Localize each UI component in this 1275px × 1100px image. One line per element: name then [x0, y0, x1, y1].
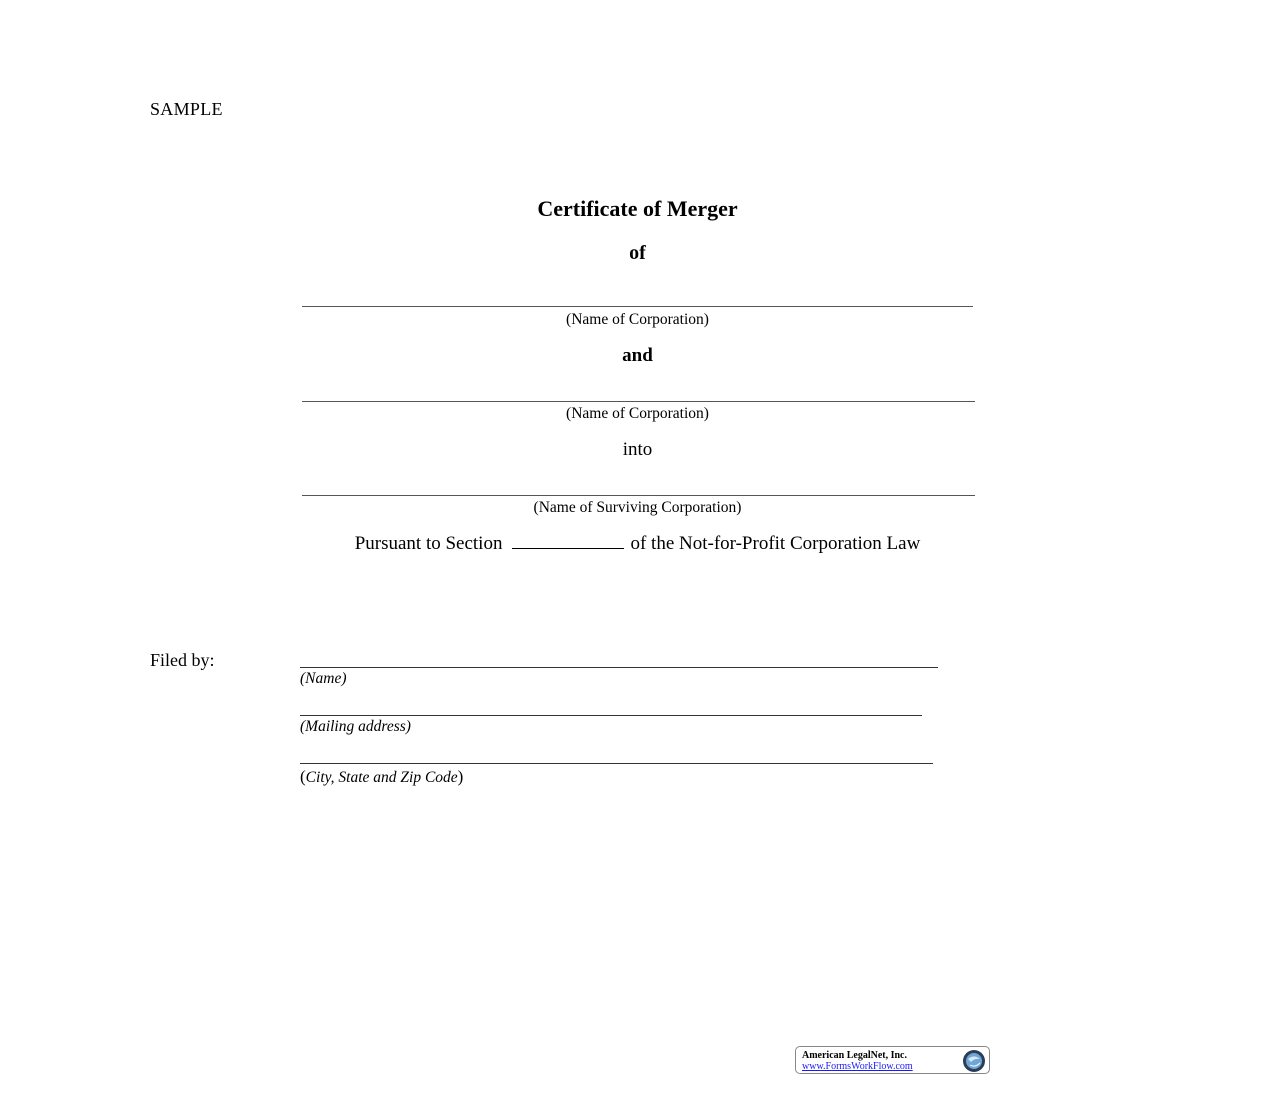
filed-by-city-line[interactable] [300, 763, 933, 764]
document-title: Certificate of Merger [537, 196, 738, 221]
pursuant-suffix: of the Not-for-Profit Corporation Law [630, 533, 921, 554]
pursuant-statement [0, 533, 1275, 555]
corporation-1-line[interactable] [302, 306, 973, 307]
corporation-1-caption: (Name of Corporation) [566, 311, 709, 328]
surviving-corporation-line[interactable] [302, 495, 975, 496]
company-name: American LegalNet, Inc. [802, 1050, 907, 1061]
pursuant-prefix: Pursuant to Section [354, 533, 503, 554]
filed-by-address-line[interactable] [300, 715, 922, 716]
into-label: into [622, 439, 653, 460]
filed-by-label: Filed by: [150, 650, 215, 670]
corporation-2-line[interactable] [302, 401, 975, 402]
of-label: of [629, 242, 646, 264]
filed-by-name-caption: (Name) [300, 670, 347, 687]
sample-watermark: SAMPLE [150, 99, 223, 119]
section-number-blank[interactable] [512, 534, 624, 549]
filed-by-address-caption: (Mailing address) [300, 718, 411, 735]
american-legalnet-badge[interactable] [795, 1046, 990, 1074]
and-label: and [622, 345, 653, 366]
company-url-link[interactable]: www.FormsWorkFlow.com [802, 1061, 913, 1072]
surviving-corporation-caption: (Name of Surviving Corporation) [533, 499, 742, 516]
globe-icon [962, 1049, 986, 1073]
filed-by-name-line[interactable] [300, 667, 938, 668]
corporation-2-caption: (Name of Corporation) [566, 405, 709, 422]
filed-by-city-caption: (City, State and Zip Code) [300, 767, 464, 786]
